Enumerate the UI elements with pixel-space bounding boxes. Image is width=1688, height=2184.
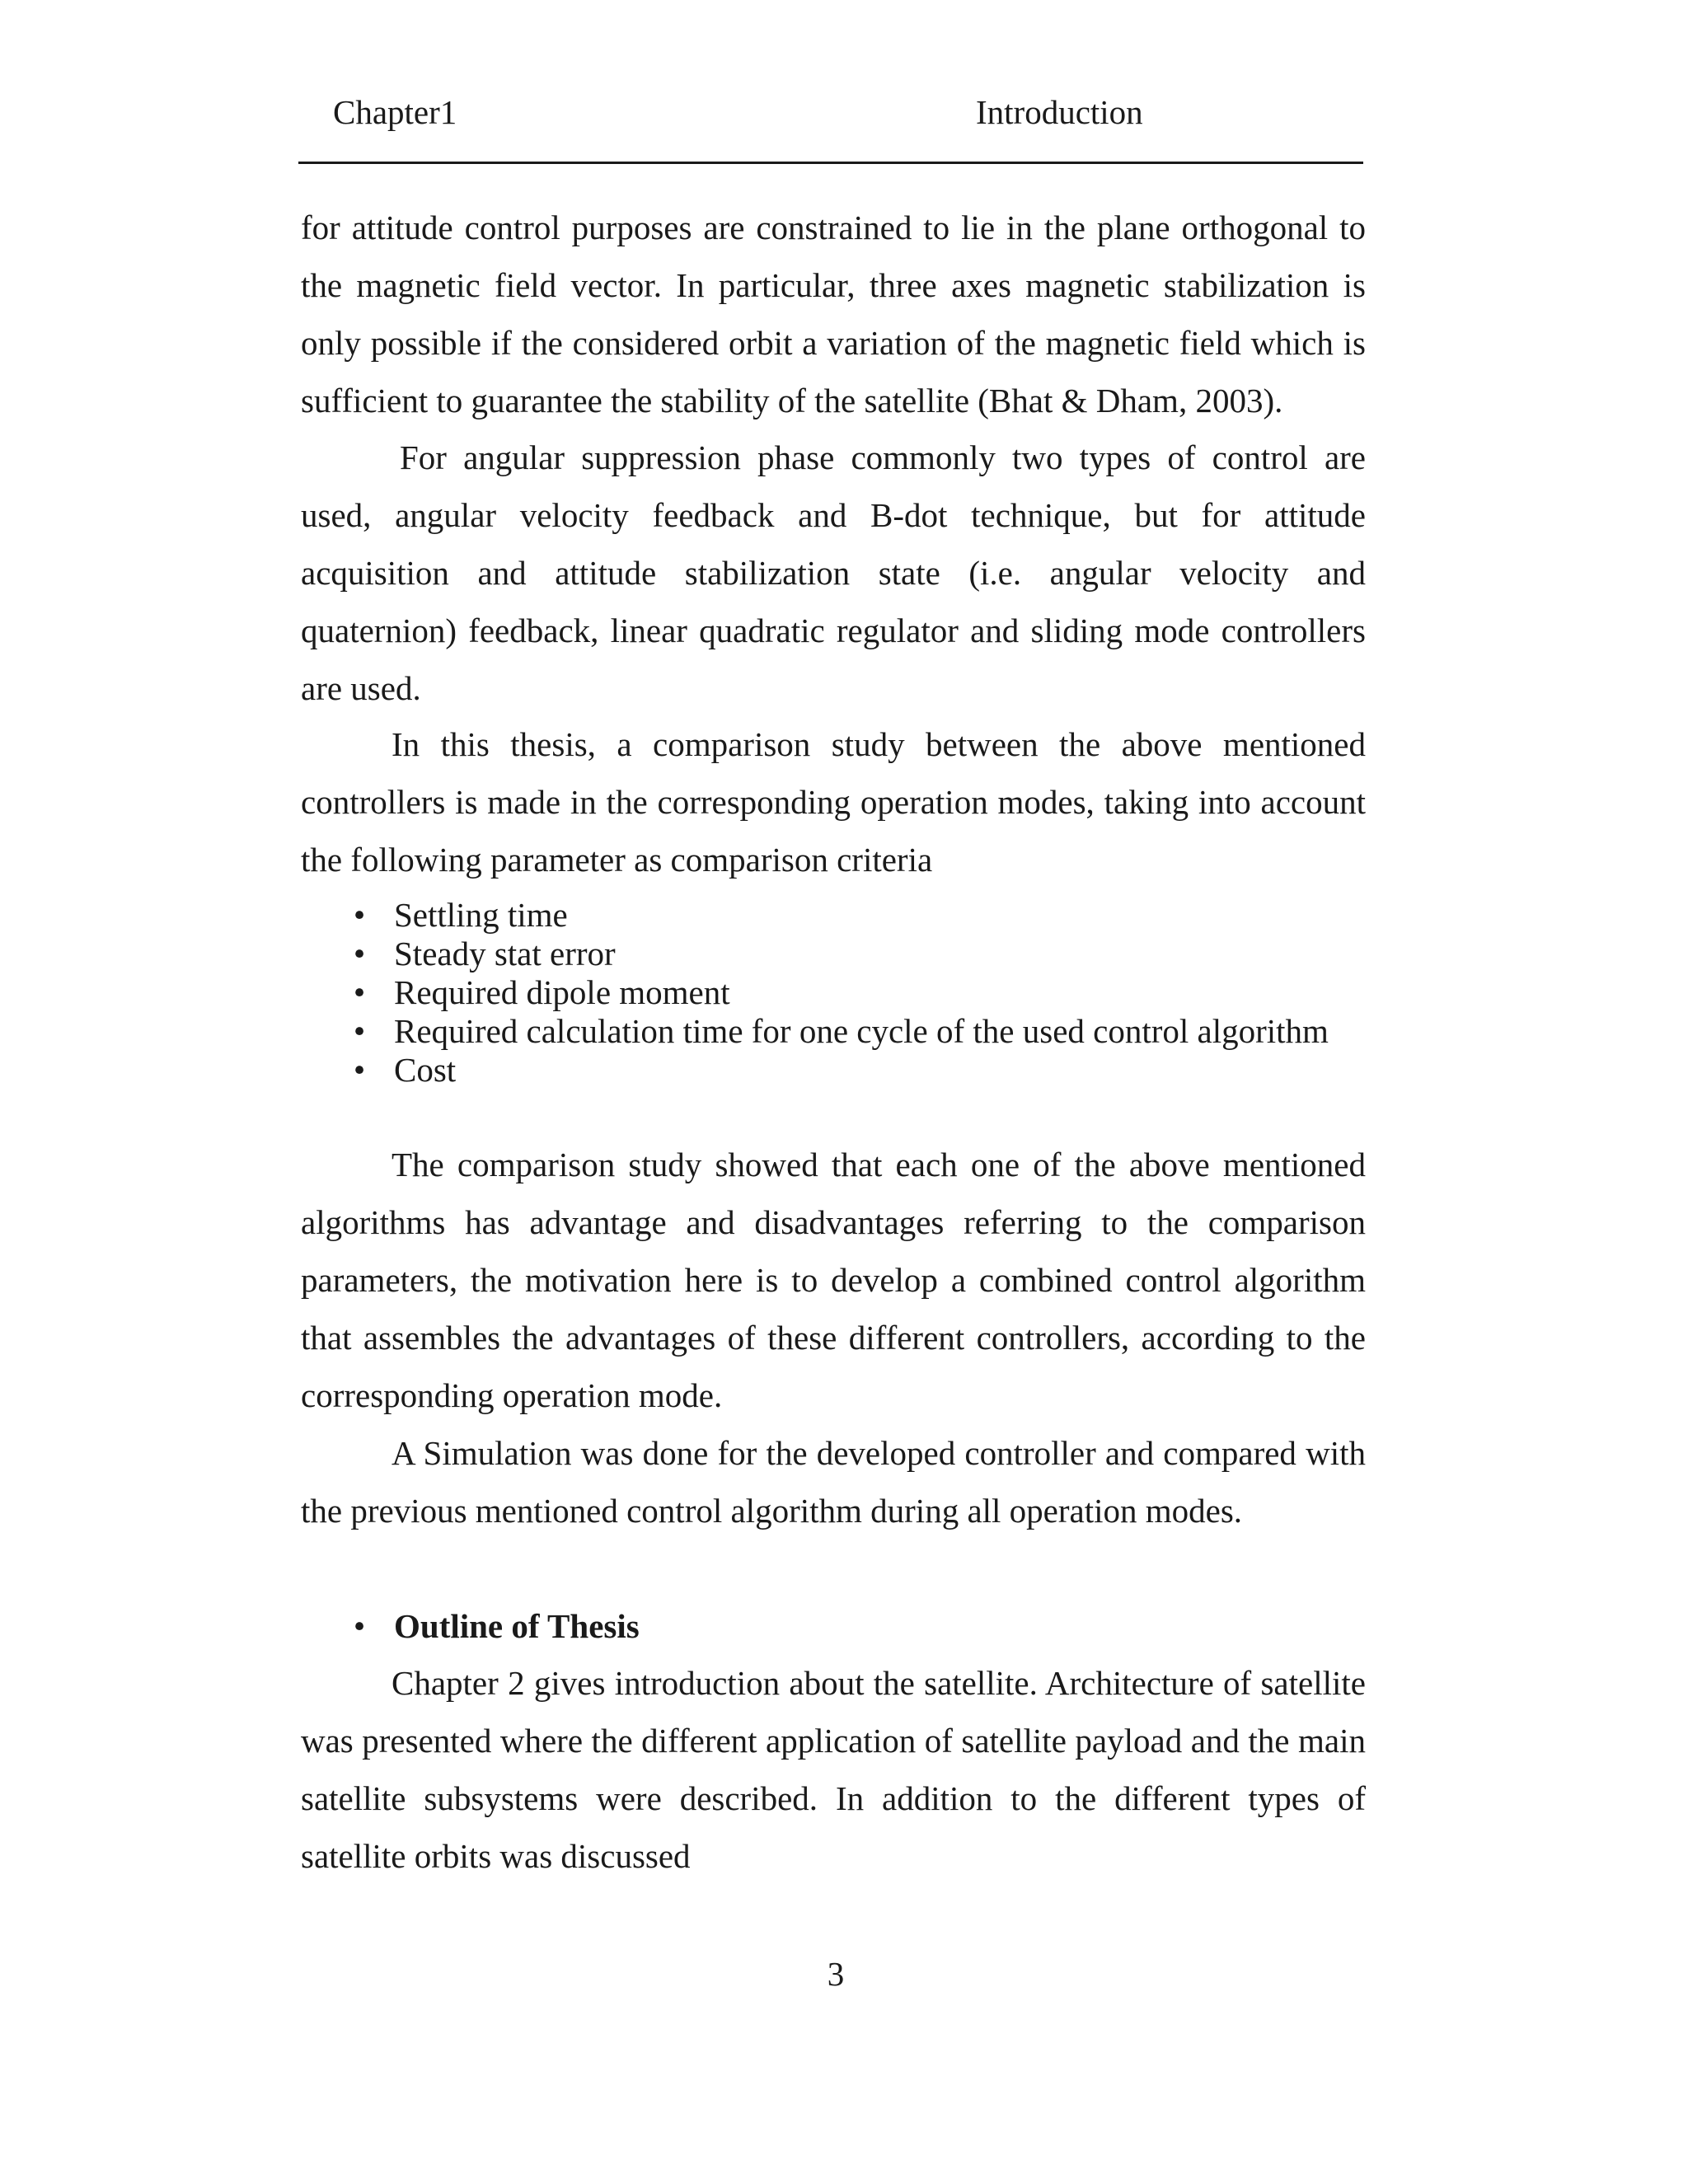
paragraph-magnetic-stabilization: for attitude control purposes are constrained to lie in the plane orthogonal to the magnetic field vector. In particular, three axes magnetic stabilization is only possible if the considered orbit a variation of the magnetic field which is sufficient to guarantee the stability of the satellite (Bhat & Dham, 2003). bbox=[301, 209, 1366, 419]
list-item bbox=[301, 973, 1366, 1012]
paragraph-simulation: A Simulation was done for the developed controller and compared with the previous mentioned control algorithm during all operation modes. bbox=[301, 1434, 1366, 1530]
comparison-criteria-list bbox=[301, 896, 1366, 1090]
paragraph-chapter-2-summary: Chapter 2 gives introduction about the satellite. Architecture of satellite was presented where the different application of satellite payload and the main satellite subsystems were described. In addition to the different types of satellite orbits was discussed bbox=[301, 1664, 1366, 1875]
bullet-icon: • bbox=[353, 1051, 366, 1089]
list-item-label: Cost bbox=[394, 1051, 457, 1089]
bullet-icon: • bbox=[353, 935, 366, 972]
bullet-icon: • bbox=[353, 973, 366, 1011]
list-item bbox=[301, 896, 1366, 935]
list-item-label: Required calculation time for one cycle of the used control algorithm bbox=[394, 1012, 1329, 1050]
running-header-chapter: Chapter1 bbox=[333, 93, 457, 131]
list-item-label: Settling time bbox=[394, 896, 568, 934]
list-item-label: Required dipole moment bbox=[394, 973, 730, 1011]
list-item bbox=[301, 935, 1366, 973]
bullet-icon: • bbox=[353, 1607, 366, 1645]
bullet-icon: • bbox=[353, 896, 366, 934]
outline-heading bbox=[301, 1597, 640, 1655]
paragraph-comparison-results: The comparison study showed that each one of the above mentioned algorithms has advantage and disadvantages referring to the comparison parameters, the motivation here is to develop a combined control algorithm that assembles the advantages of these different controllers, according to the corresponding operation mode. bbox=[301, 1146, 1366, 1414]
running-header-section: Introduction bbox=[976, 93, 1143, 131]
header-rule bbox=[298, 162, 1363, 164]
page-number: 3 bbox=[827, 1955, 845, 1993]
paragraph-comparison-study: In this thesis, a comparison study between the above mentioned controllers is made in the corresponding operation modes, taking into account the following parameter as comparison criteria bbox=[301, 725, 1366, 879]
list-item bbox=[301, 1051, 1366, 1090]
list-item-label: Steady stat error bbox=[394, 935, 616, 972]
list-item bbox=[301, 1012, 1366, 1051]
bullet-icon: • bbox=[353, 1012, 366, 1050]
paragraph-control-types: For angular suppression phase commonly two types of control are used, angular velocity feedback and B-dot technique, but for attitude acquisition and attitude stabilization state (i.e. angular velocity and quaternion) feedback, linear quadratic regulator and sliding mode controllers are used. bbox=[301, 438, 1366, 707]
outline-heading-label: Outline of Thesis bbox=[394, 1607, 640, 1645]
